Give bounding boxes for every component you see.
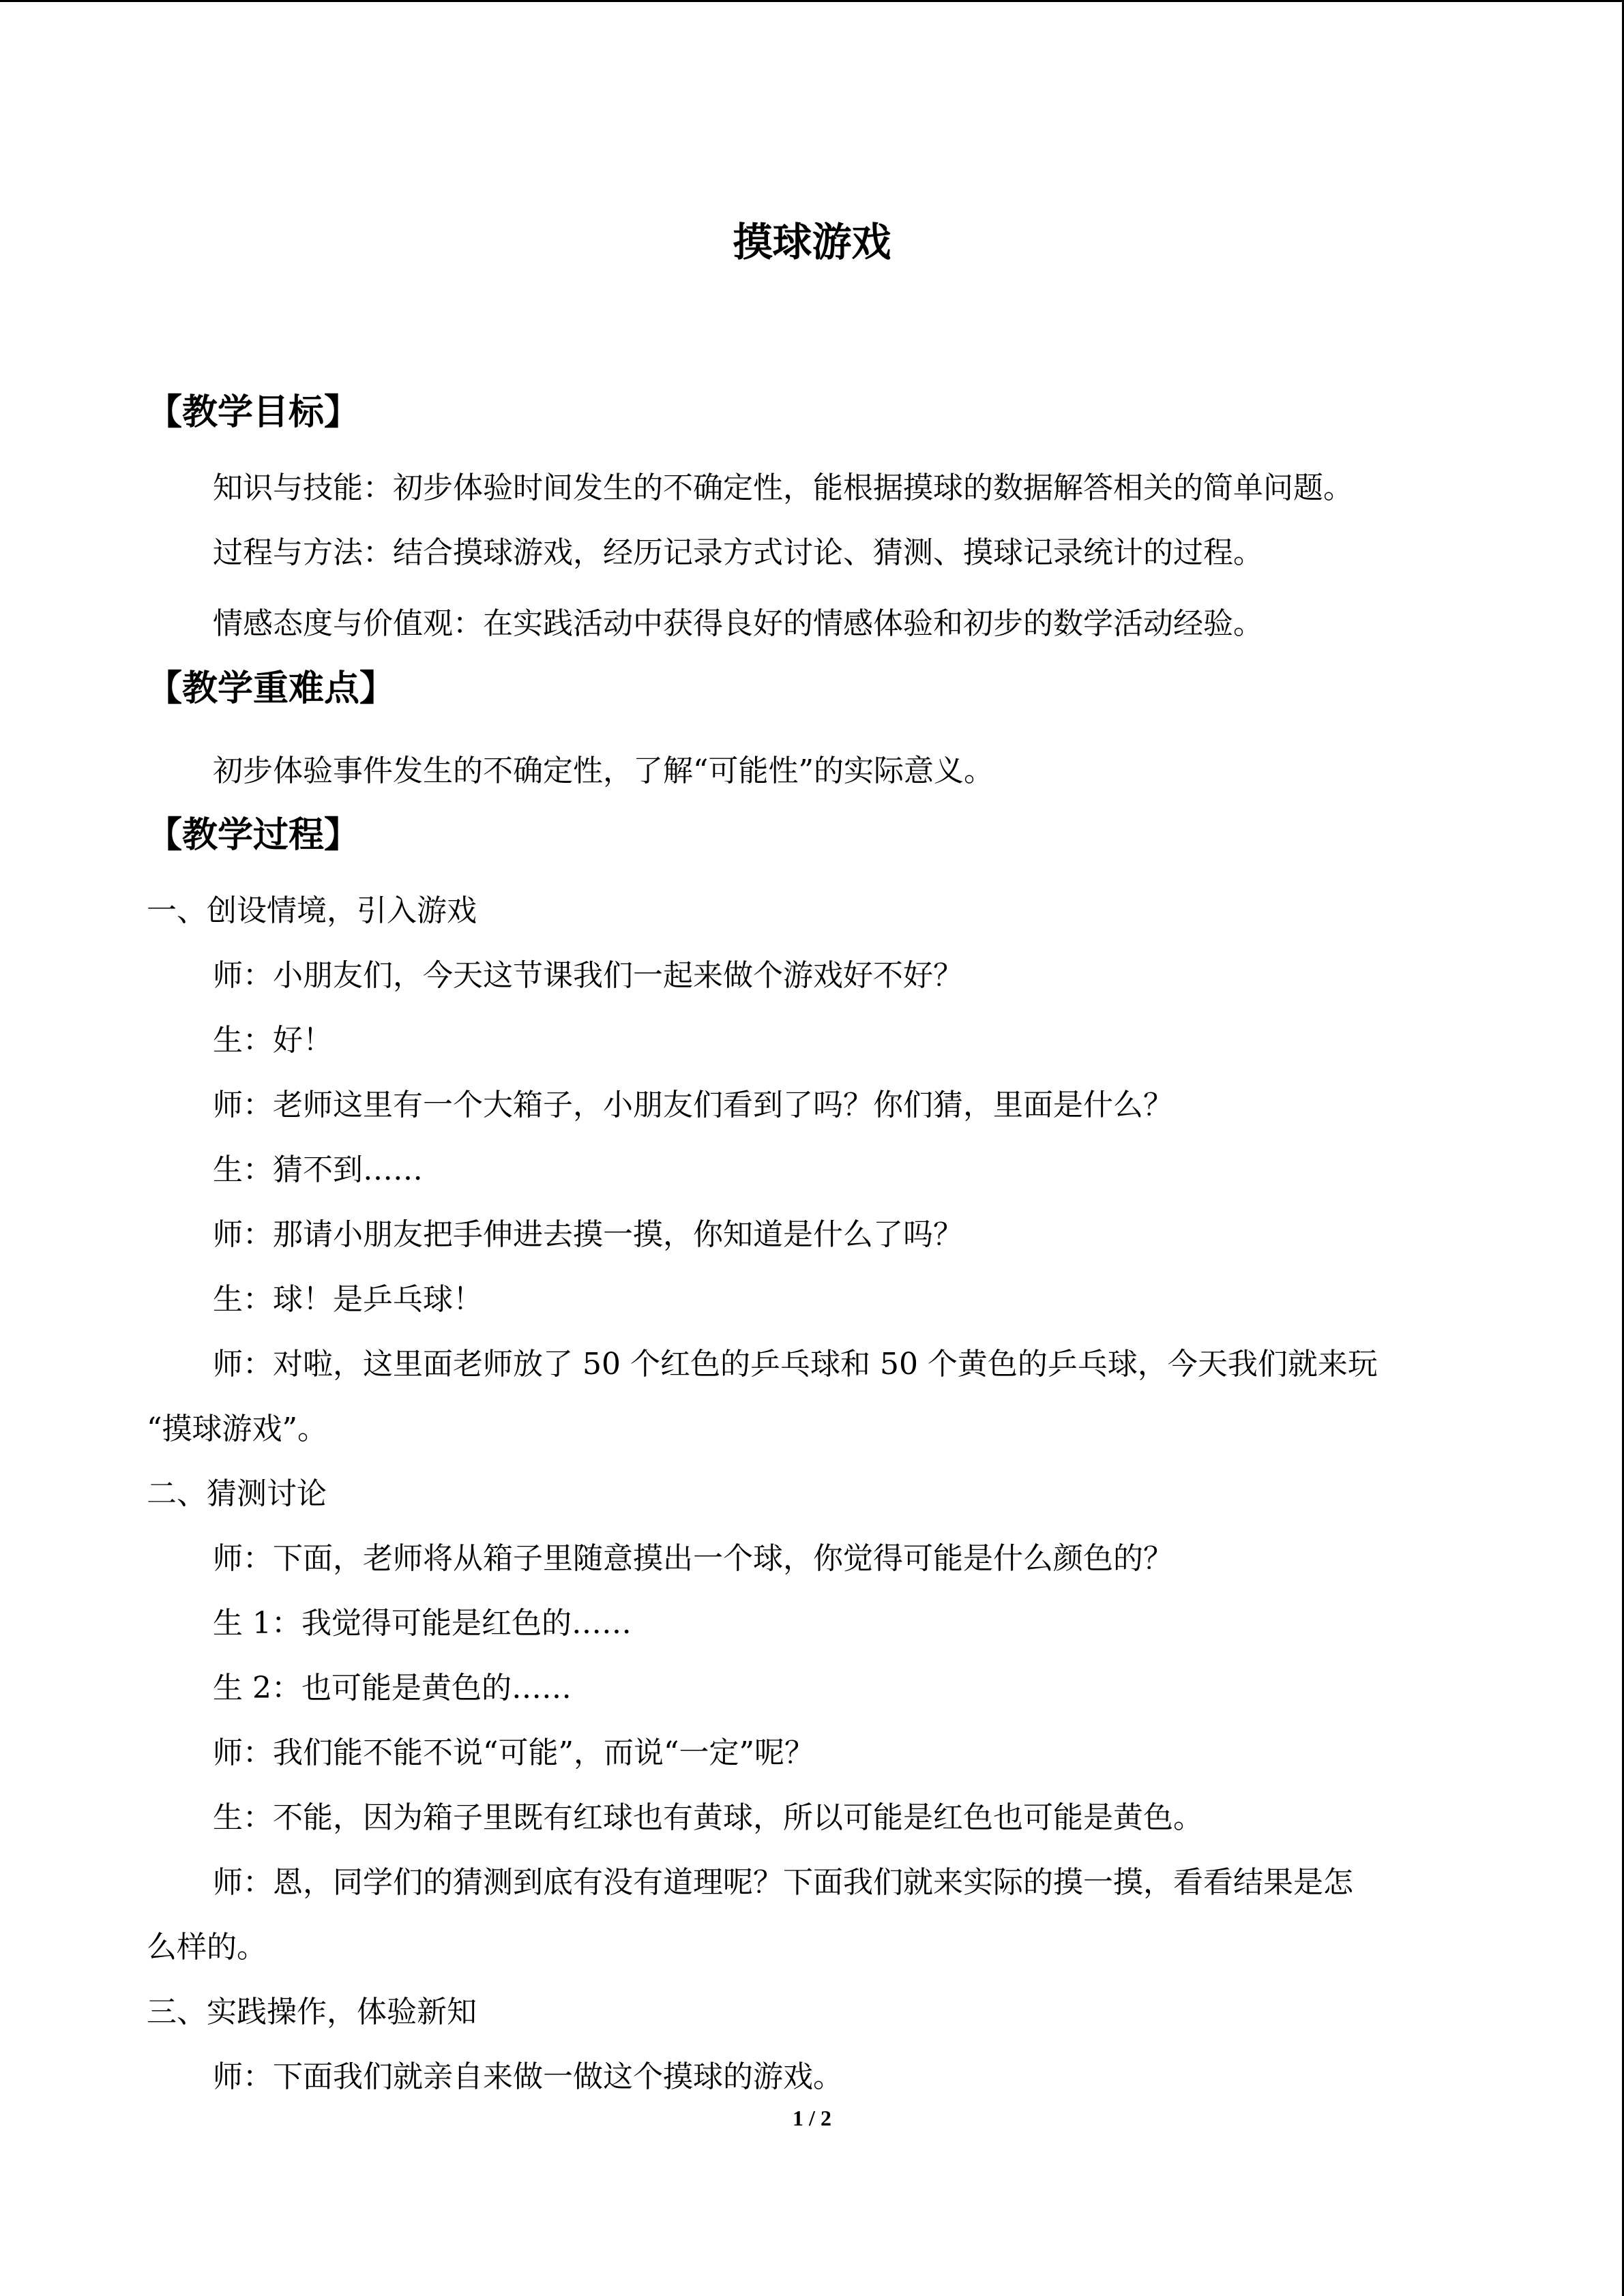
- top-border: [0, 0, 1624, 2]
- part3-line: 师：下面我们就亲自来做一做这个摸球的游戏。: [213, 2059, 843, 2094]
- page-number: 1 / 2: [793, 2106, 831, 2130]
- heading-process: 【教学过程】: [147, 815, 360, 856]
- objective-emotion: 情感态度与价值观：在实践活动中获得良好的情感体验和初步的数学活动经验。: [213, 606, 1263, 641]
- part2-line: 师：下面，老师将从箱子里随意摸出一个球，你觉得可能是什么颜色的？: [213, 1541, 1173, 1576]
- part1-line: 生：猜不到……: [213, 1152, 423, 1187]
- document-title: 摸球游戏: [733, 219, 891, 265]
- key-point-line: 初步体验事件发生的不确定性，了解“可能性”的实际意义。: [213, 754, 994, 788]
- part1-line: 生：好！: [213, 1023, 333, 1058]
- part3-title: 三、实践操作，体验新知: [147, 1995, 477, 2029]
- part1-line: “摸球游戏”。: [147, 1412, 327, 1446]
- part1-line: 师：小朋友们，今天这节课我们一起来做个游戏好不好？: [213, 958, 963, 993]
- part2-line: 生 1：我觉得可能是红色的……: [213, 1606, 632, 1641]
- part1-line: 生：球！是乒乓球！: [213, 1282, 483, 1317]
- part2-line: 师：恩，同学们的猜测到底有没有道理呢？下面我们就来实际的摸一摸，看看结果是怎: [213, 1865, 1353, 1900]
- objective-process: 过程与方法：结合摸球游戏，经历记录方式讨论、猜测、摸球记录统计的过程。: [213, 535, 1263, 570]
- part2-line: 生：不能，因为箱子里既有红球也有黄球，所以可能是红色也可能是黄色。: [213, 1800, 1203, 1835]
- heading-key-points: 【教学重难点】: [147, 668, 396, 709]
- heading-objectives: 【教学目标】: [147, 392, 360, 433]
- part2-line: 么样的。: [147, 1930, 267, 1965]
- part1-line: 师：老师这里有一个大箱子，小朋友们看到了吗？你们猜，里面是什么？: [213, 1088, 1173, 1122]
- part2-title: 二、猜测讨论: [147, 1476, 327, 1511]
- part1-title: 一、创设情境，引入游戏: [147, 893, 477, 928]
- part1-line: 师：那请小朋友把手伸进去摸一摸，你知道是什么了吗？: [213, 1217, 963, 1252]
- part2-line: 生 2：也可能是黄色的……: [213, 1671, 572, 1705]
- part1-line: 师：对啦，这里面老师放了 50 个红色的乒乓球和 50 个黄色的乒乓球，今天我们就来玩: [213, 1347, 1378, 1382]
- part2-line: 师：我们能不能不说“可能”，而说“一定”呢？: [213, 1735, 814, 1770]
- objective-knowledge: 知识与技能：初步体验时间发生的不确定性，能根据摸球的数据解答相关的简单问题。: [213, 471, 1353, 505]
